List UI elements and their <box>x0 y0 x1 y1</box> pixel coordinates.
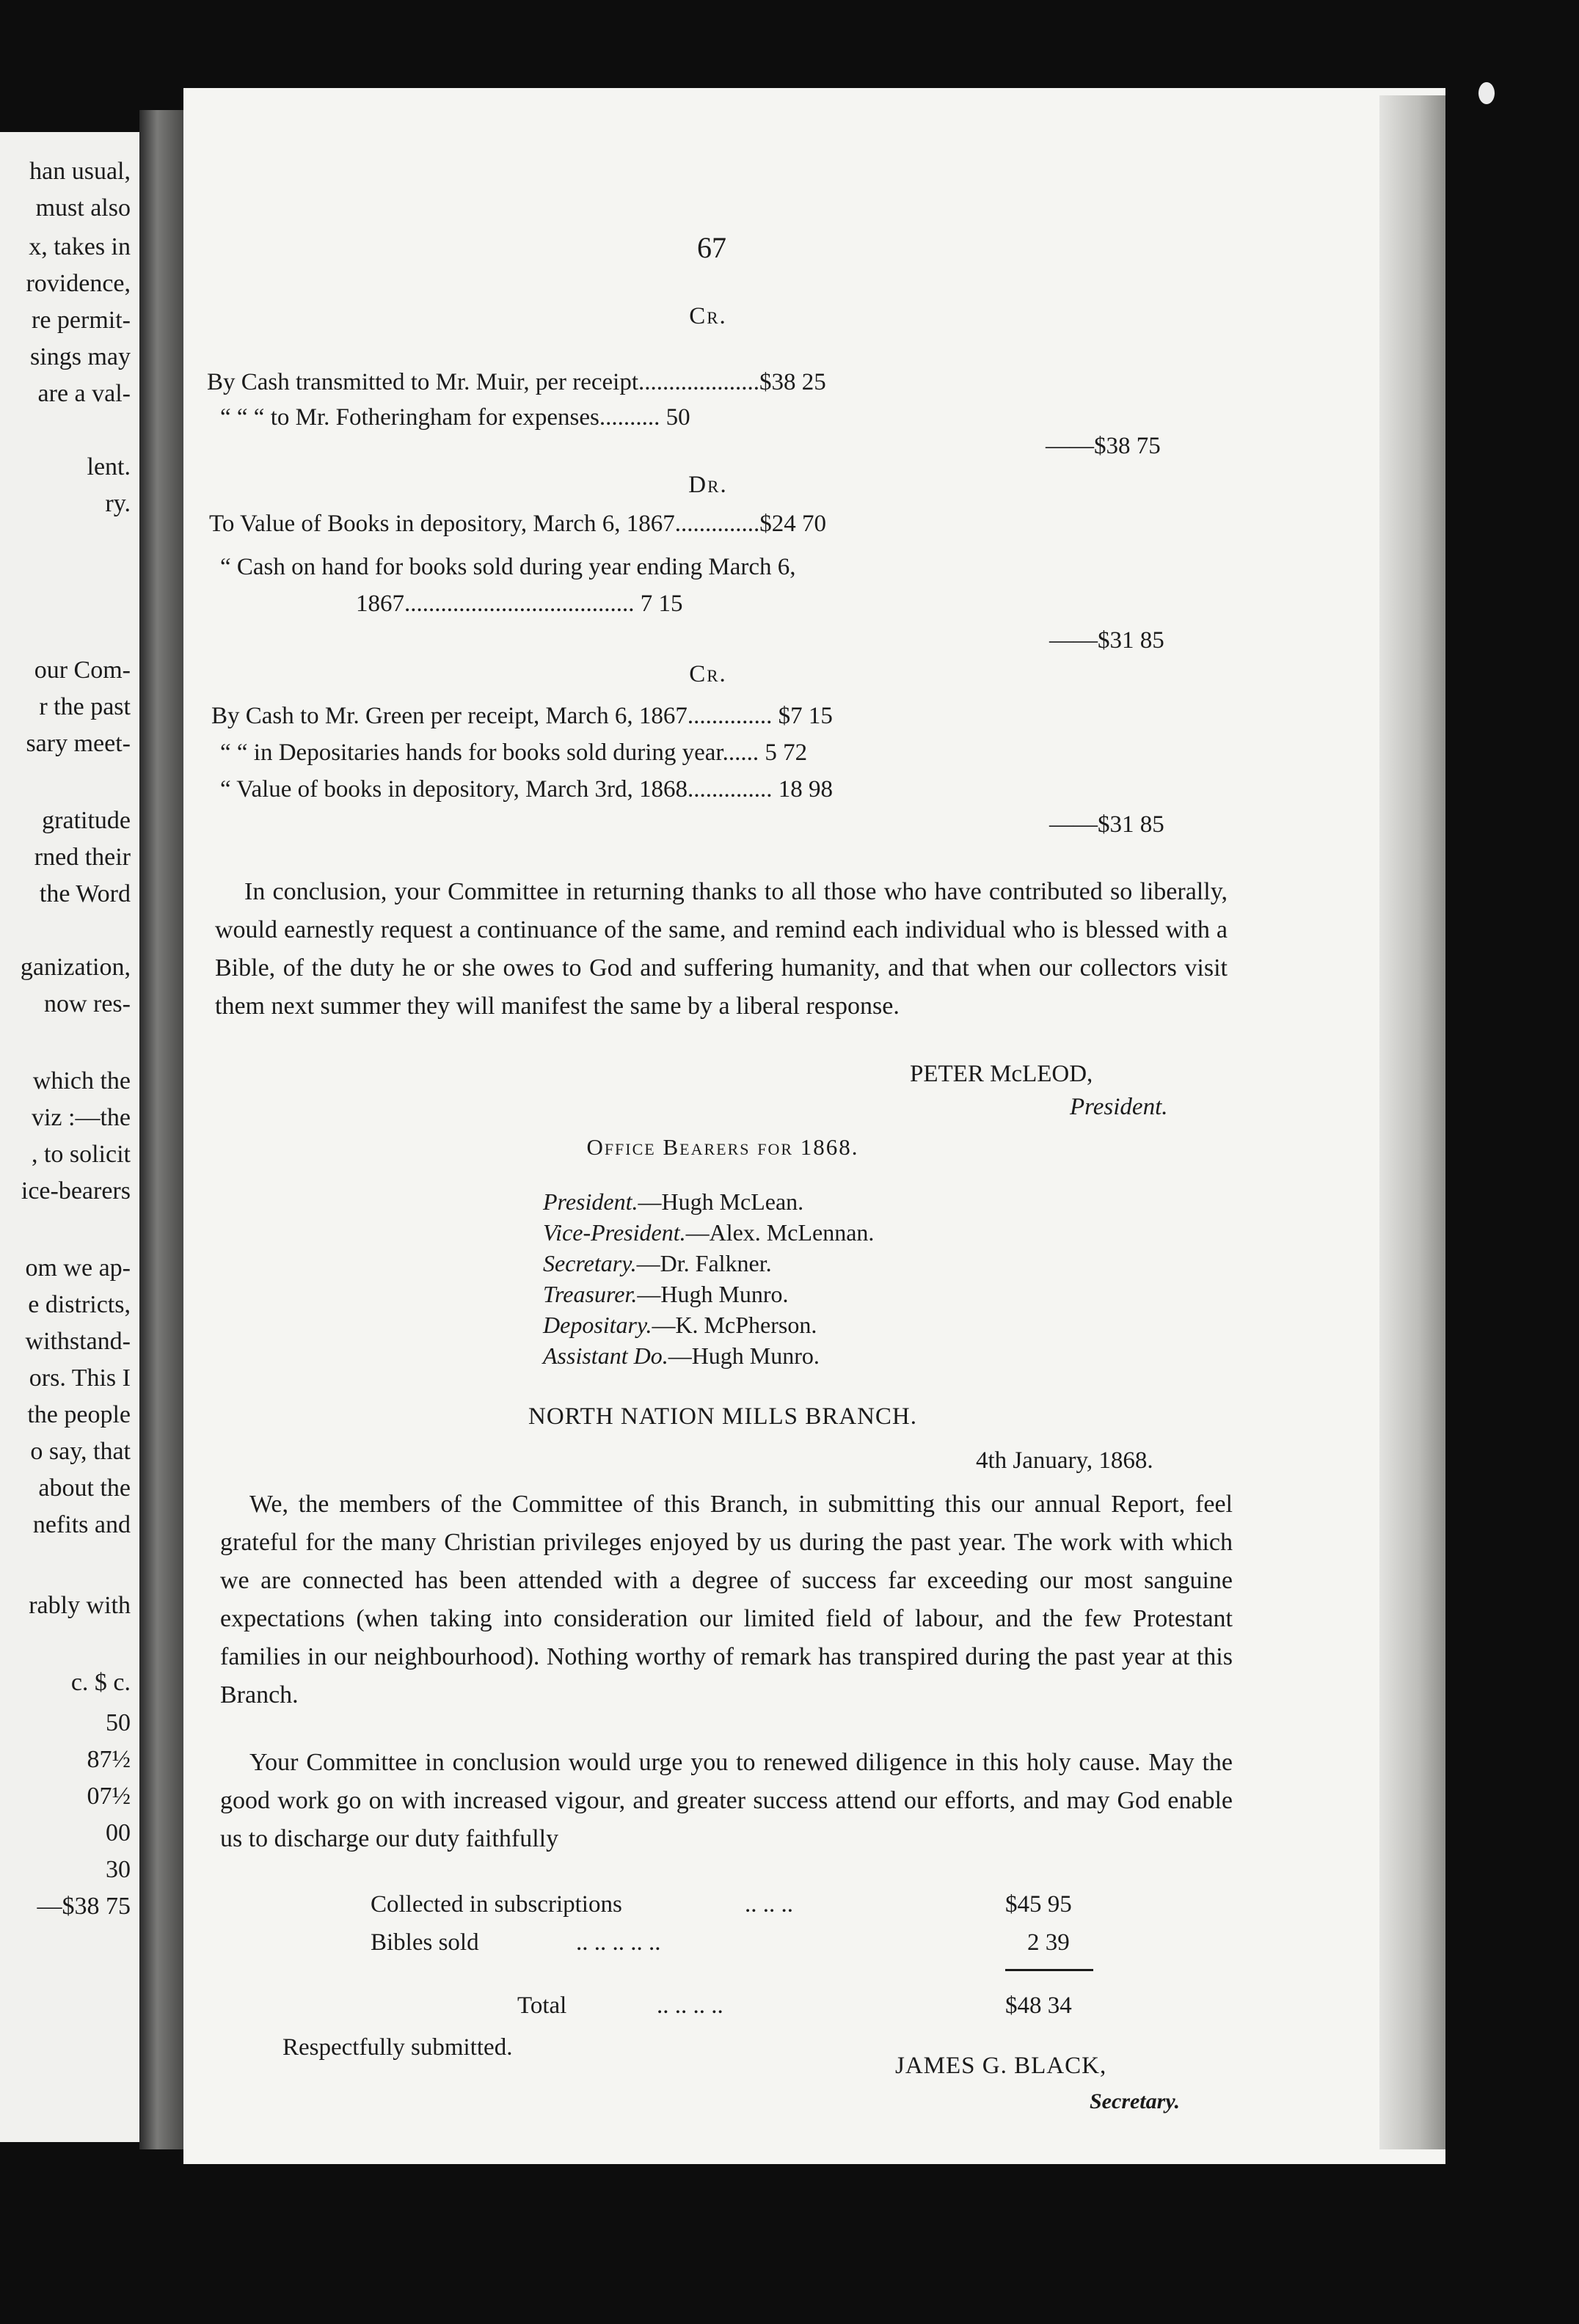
branch-title: NORTH NATION MILLS BRANCH. <box>528 1403 918 1430</box>
left-page-fragment: r the past <box>39 693 131 720</box>
signature-name: JAMES G. BLACK, <box>895 2053 1107 2079</box>
officer-entry <box>543 1342 820 1370</box>
left-facing-page <box>0 132 139 2142</box>
left-page-fragment: are a val- <box>37 380 131 407</box>
officer-name: —Hugh McLean. <box>638 1188 804 1215</box>
left-page-fragment: re permit- <box>32 307 131 334</box>
section-heading-debit: Dr. <box>688 472 728 498</box>
officer-role: Secretary. <box>543 1250 637 1276</box>
officer-entry <box>543 1281 789 1308</box>
left-page-fragment: ors. This I <box>29 1364 131 1392</box>
ledger-line: “ Value of books in depository, March 3rd, 1868.............. 18 98 <box>220 776 833 803</box>
officer-role: Treasurer. <box>543 1281 638 1307</box>
left-page-fragment: ganization, <box>20 954 131 981</box>
left-page-fragment: sary meet- <box>26 730 131 757</box>
section-heading-credit: Cr. <box>689 303 727 329</box>
ledger-line: “ Cash on hand for books sold during year ending March 6, <box>220 554 796 580</box>
branch-paragraph: Your Committee in conclusion would urge you to renewed diligence in this holy cause. May the good work go on with increased vigour, and greater success attend our efforts, and may God enable us to discharge our duty faithfully <box>220 1749 1233 1852</box>
left-page-fragment: the Word <box>39 880 131 907</box>
left-page-fragment: which the <box>32 1067 131 1095</box>
ledger-line: “ “ in Depositaries hands for books sold during year...... 5 72 <box>220 739 808 766</box>
left-page-fragment: 07½ <box>87 1783 131 1810</box>
left-page-fragment: rned their <box>34 844 131 871</box>
section-heading-credit: Cr. <box>689 661 727 687</box>
left-page-fragment: the people <box>27 1401 131 1428</box>
closing-text: Respectfully submitted. <box>282 2034 513 2061</box>
left-page-fragment: gratitude <box>42 807 131 834</box>
page-edge <box>1379 95 1445 2149</box>
officer-entry <box>543 1188 803 1216</box>
summary-dots: .. .. .. <box>745 1891 793 1918</box>
ledger-line: By Cash transmitted to Mr. Muir, per receipt....................$38 25 <box>207 369 826 395</box>
left-page-fragment: rovidence, <box>26 270 131 297</box>
officer-entry <box>543 1219 874 1246</box>
left-page-fragment: c. $ c. <box>70 1669 131 1696</box>
left-page-fragment: viz :—the <box>31 1104 131 1131</box>
branch-paragraph: We, the members of the Committee of this Branch, in submitting this our annual Report, feel grateful for the many Christian privileges enjoyed by us during the past year. The work with which we are connected has been attended with a degree of success far exceeding our most sanguine expectations (when taking into consideration our limited field of labour, and the few Protestant families in our neighbourhood). Nothing worthy of remark has transpired during the past year at this Branch. <box>220 1491 1233 1709</box>
left-page-fragment: 50 <box>106 1709 131 1736</box>
page-number: 67 <box>697 231 726 264</box>
officer-role: Vice-President. <box>543 1219 686 1246</box>
signature-title: Secretary. <box>1090 2089 1181 2113</box>
left-page-fragment: nefits and <box>32 1511 131 1538</box>
ledger-line: 1867...................................... 7 15 <box>356 591 683 617</box>
summary-dots: .. .. .. .. .. <box>576 1929 661 1956</box>
officer-name: —Hugh Munro. <box>668 1342 820 1369</box>
ledger-line: “ “ “ to Mr. Fotheringham for expenses.......... 50 <box>220 404 690 431</box>
left-page-fragment: om we ap- <box>25 1254 131 1282</box>
left-page-fragment: 30 <box>106 1856 131 1883</box>
ledger-total: ——$31 85 <box>1049 627 1164 654</box>
officer-name: —Dr. Falkner. <box>636 1250 772 1276</box>
signature-name: PETER McLEOD, <box>910 1061 1093 1087</box>
left-page-fragment: han usual, <box>29 158 131 185</box>
office-bearers-heading: Office Bearers for 1868. <box>586 1134 859 1160</box>
officer-name: —Hugh Munro. <box>637 1281 789 1307</box>
left-page-fragment: 87½ <box>87 1746 131 1773</box>
ledger-line: By Cash to Mr. Green per receipt, March 6, 1867.............. $7 15 <box>211 703 833 729</box>
left-page-fragment: withstand- <box>25 1328 131 1355</box>
left-page-fragment: o say, that <box>30 1438 131 1465</box>
left-page-fragment: about the <box>38 1475 131 1502</box>
left-page-fragment: x, takes in <box>29 233 131 260</box>
officer-entry <box>543 1250 772 1277</box>
left-page-fragment: must also <box>35 194 131 222</box>
left-page-fragment: sings may <box>30 343 131 370</box>
left-page-fragment: now res- <box>43 990 131 1017</box>
summary-amount: $45 95 <box>1005 1891 1072 1918</box>
left-page-fragment: our Com- <box>34 657 131 684</box>
ledger-total: ——$31 85 <box>1049 811 1164 838</box>
report-date: 4th January, 1868. <box>976 1447 1153 1474</box>
left-page-fragment: , to solicit <box>31 1141 131 1168</box>
conclusion-paragraph: In conclusion, your Committee in returning thanks to all those who have contributed so liberally, would earnestly request a continuance of the same, and remind each individual who is blessed with a Bible, of the duty he or she owes to God and suffering humanity, and that when our collectors visit them next summer they will manifest the same by a liberal response. <box>215 878 1228 1020</box>
officer-role: Assistant Do. <box>543 1342 668 1369</box>
summary-total-amount: $48 34 <box>1005 1992 1072 2019</box>
summary-amount: 2 39 <box>1027 1929 1070 1956</box>
officer-name: —K. McPherson. <box>652 1312 817 1338</box>
left-page-fragment: 00 <box>106 1819 131 1846</box>
summary-dots: .. .. .. .. <box>657 1992 723 2019</box>
left-page-fragment: lent. <box>87 453 131 480</box>
officer-entry <box>543 1312 817 1339</box>
left-page-fragment: e districts, <box>28 1291 131 1318</box>
dust-speck <box>1478 82 1495 104</box>
book-gutter <box>139 110 183 2149</box>
left-page-fragment: ry. <box>105 490 131 517</box>
summary-rule <box>1005 1969 1093 1971</box>
officer-role: Depositary. <box>543 1312 652 1338</box>
left-page-fragment: rably with <box>29 1592 131 1619</box>
left-page-fragment: ice-bearers <box>21 1177 131 1205</box>
signature-title: President. <box>1070 1094 1168 1120</box>
officer-name: —Alex. McLennan. <box>685 1219 875 1246</box>
ledger-total: ——$38 75 <box>1046 433 1161 459</box>
ledger-line: To Value of Books in depository, March 6, 1867..............$24 70 <box>209 511 826 537</box>
summary-label: Collected in subscriptions <box>371 1891 622 1918</box>
summary-total-label: Total <box>517 1992 567 2019</box>
left-page-fragment: —$38 75 <box>37 1893 131 1920</box>
officer-role: President. <box>543 1188 638 1215</box>
summary-label: Bibles sold <box>371 1929 479 1956</box>
